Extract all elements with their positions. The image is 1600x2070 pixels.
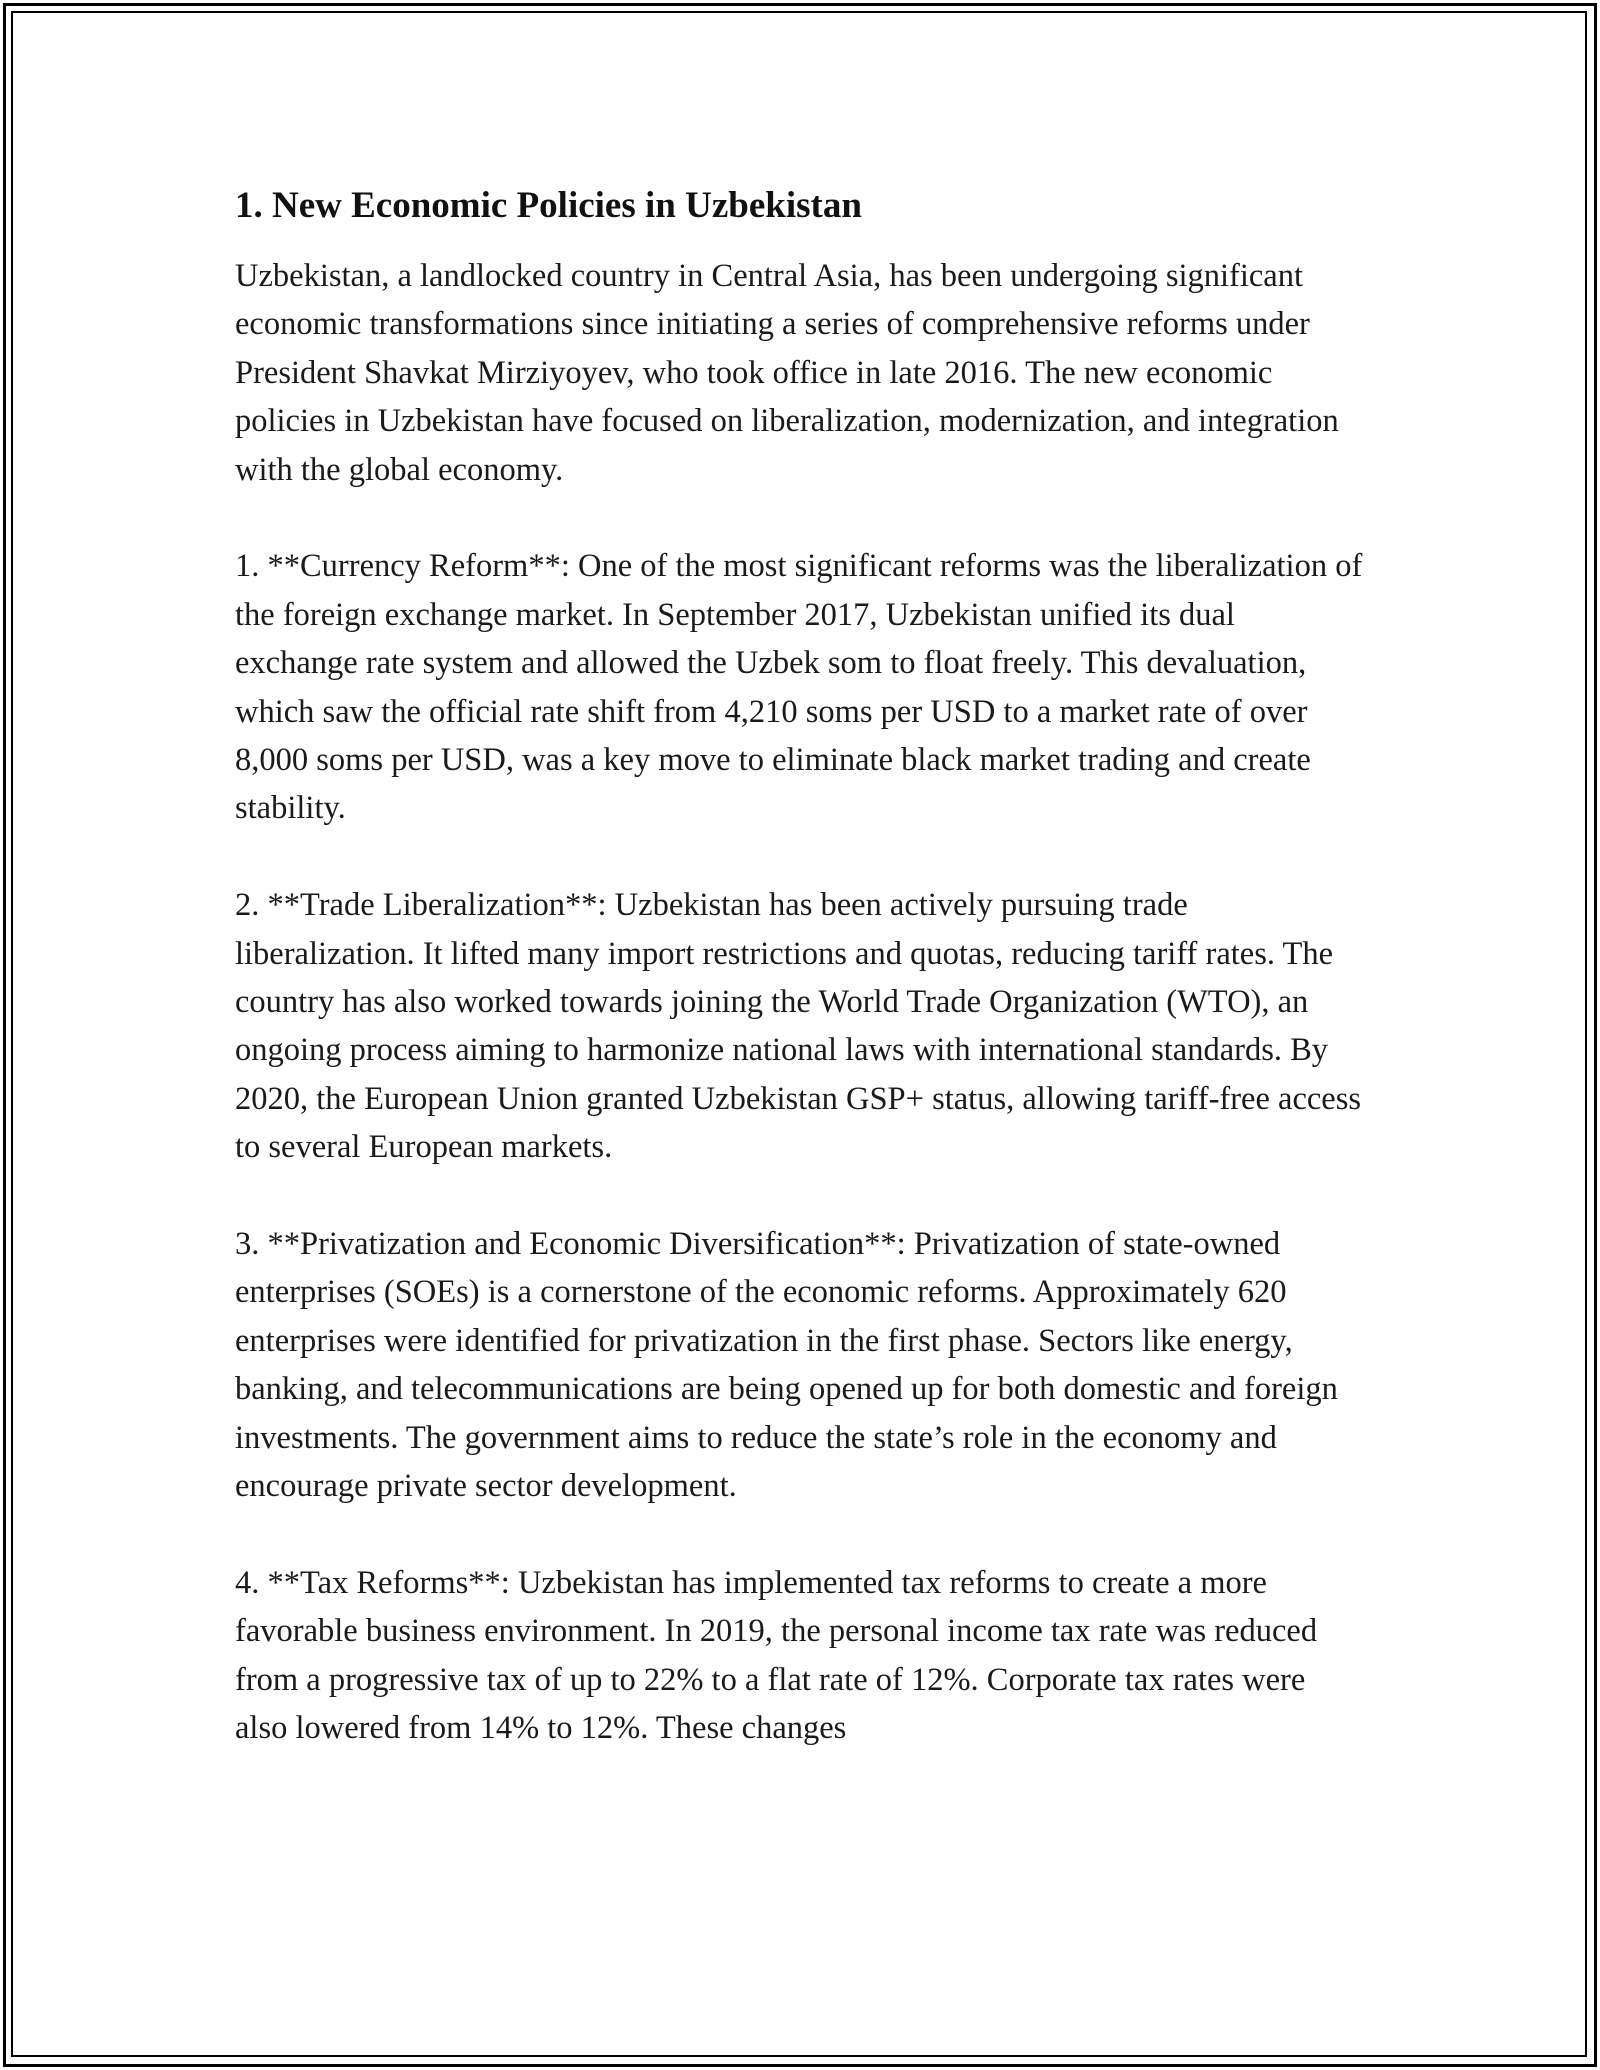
trade-liberalization-paragraph: 2. **Trade Liberalization**: Uzbekistan has been actively pursuing trade liberalization. It lifted many import restrictions and quotas, reducing tariff rates. The country has also worked towards joining the World Trade Organization (WTO), an ongoing process aiming to harmonize national laws with international standards. By 2020, the European Union granted Uzbekistan GSP+ status, allowing tariff-free access to several European markets.: [235, 887, 1362, 1166]
tax-reforms-paragraph: 4. **Tax Reforms**: Uzbekistan has implemented tax reforms to create a more favorable business environment. In 2019, the personal income tax rate was reduced from a progressive tax of up to 22% to a flat rate of 12%. Corporate tax rates were also lowered from 14% to 12%. These changes: [235, 1564, 1318, 1747]
document-body: [235, 184, 1365, 1801]
currency-reform-paragraph: 1. **Currency Reform**: One of the most significant reforms was the liberalization of the foreign exchange market. In September 2017, Uzbekistan unified its dual exchange rate system and allowed the Uzbek som to float freely. This devaluation, which saw the official rate shift from 4,210 soms per USD to a market rate of over 8,000 soms per USD, was a key move to eliminate black market trading and create stability.: [235, 548, 1363, 827]
privatization-paragraph: 3. **Privatization and Economic Diversification**: Privatization of state-owned enterprises (SOEs) is a cornerstone of the economic reforms. Approximately 620 enterprises were identified for privatization in the first phase. Sectors like energy, banking, and telecommunications are being opened up for both domestic and foreign investments. The government aims to reduce the state’s role in the economy and encourage private sector development.: [235, 1226, 1338, 1505]
intro-paragraph: Uzbekistan, a landlocked country in Central Asia, has been undergoing significant economic transformations since initiating a series of comprehensive reforms under President Shavkat Mirziyoyev, who took office in late 2016. The new economic policies in Uzbekistan have focused on liberalization, modernization, and integration with the global economy.: [235, 258, 1339, 488]
section-heading: 1. New Economic Policies in Uzbekistan: [235, 185, 862, 226]
